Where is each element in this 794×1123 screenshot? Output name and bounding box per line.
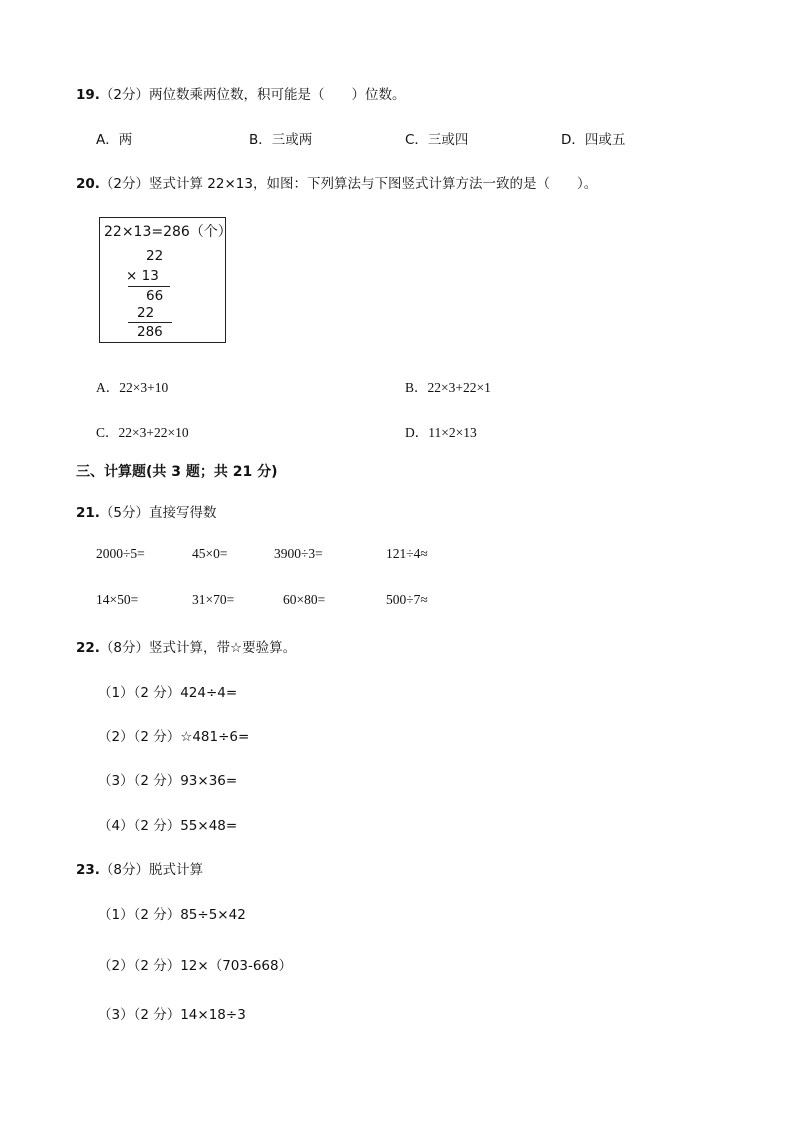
q22-subitem: （1）（2 分）424÷4= [98, 685, 238, 701]
figure-multiplier: × 13 [126, 268, 159, 284]
section-3-title: 三、计算题(共 3 题；共 21 分) [76, 464, 278, 480]
q19-option-b[interactable]: B．三或两 [249, 132, 313, 148]
q20-option-b[interactable]: B．22×3+22×1 [405, 380, 491, 395]
q22-subitem: （2）（2 分）☆481÷6= [98, 729, 250, 745]
q20-number: 20. [76, 176, 100, 192]
figure-multiplicand: 22 [146, 248, 164, 264]
q21-item: 31×70= [192, 592, 235, 607]
q23-text: 脱式计算 [149, 862, 204, 878]
q21-score: （5分） [99, 505, 150, 521]
q20-text: 竖式计算 22×13，如图：下列算法与下图竖式计算方法一致的是（ ）。 [149, 176, 598, 192]
q23-stem [76, 858, 203, 878]
q19-score: （2分） [99, 87, 150, 103]
q21-item: 14×50= [96, 592, 139, 607]
q20-score: （2分） [99, 176, 150, 192]
q22-number: 22. [76, 640, 100, 656]
figure-rule-1 [128, 286, 170, 287]
q21-item: 500÷7≈ [386, 592, 428, 607]
figure-header: 22×13=286（个） [104, 224, 232, 240]
q23-subitem: （3）（2 分）14×18÷3 [98, 1007, 246, 1023]
q19-text: 两位数乘两位数，积可能是（ ）位数。 [149, 87, 406, 103]
figure-rule-2 [128, 322, 172, 323]
q21-number: 21. [76, 505, 100, 521]
q21-item: 2000÷5= [96, 546, 145, 561]
q22-text: 竖式计算，带☆要验算。 [149, 640, 297, 656]
q23-number: 23. [76, 862, 100, 878]
q20-option-a[interactable]: A．22×3+10 [96, 380, 169, 395]
q21-item: 3900÷3= [274, 546, 323, 561]
q21-item: 121÷4≈ [386, 546, 428, 561]
figure-product: 286 [137, 324, 163, 340]
q22-stem [76, 636, 296, 656]
figure-partial-2: 22 [137, 305, 155, 321]
q20-option-c[interactable]: C．22×3+22×10 [96, 425, 189, 440]
q22-subitem: （4）（2 分）55×48= [98, 818, 238, 834]
q23-subitem: （2）（2 分）12×（703-668） [98, 958, 293, 974]
q21-item: 60×80= [283, 592, 326, 607]
q22-subitem: （3）（2 分）93×36= [98, 773, 238, 789]
vertical-calculation-figure [99, 217, 232, 343]
q21-stem [76, 501, 217, 521]
q22-score: （8分） [99, 640, 150, 656]
q19-stem [76, 83, 406, 103]
q23-subitem: （1）（2 分）85÷5×42 [98, 907, 246, 923]
q21-text: 直接写得数 [149, 505, 217, 521]
q20-option-d[interactable]: D．11×2×13 [405, 425, 477, 440]
q21-item: 45×0= [192, 546, 228, 561]
figure-partial-1: 66 [146, 288, 164, 304]
q23-score: （8分） [99, 862, 150, 878]
q19-option-c[interactable]: C．三或四 [405, 132, 469, 148]
q19-option-a[interactable]: A．两 [96, 132, 133, 148]
q20-stem [76, 172, 597, 192]
q19-number: 19. [76, 87, 100, 103]
q19-option-d[interactable]: D．四或五 [561, 132, 626, 148]
